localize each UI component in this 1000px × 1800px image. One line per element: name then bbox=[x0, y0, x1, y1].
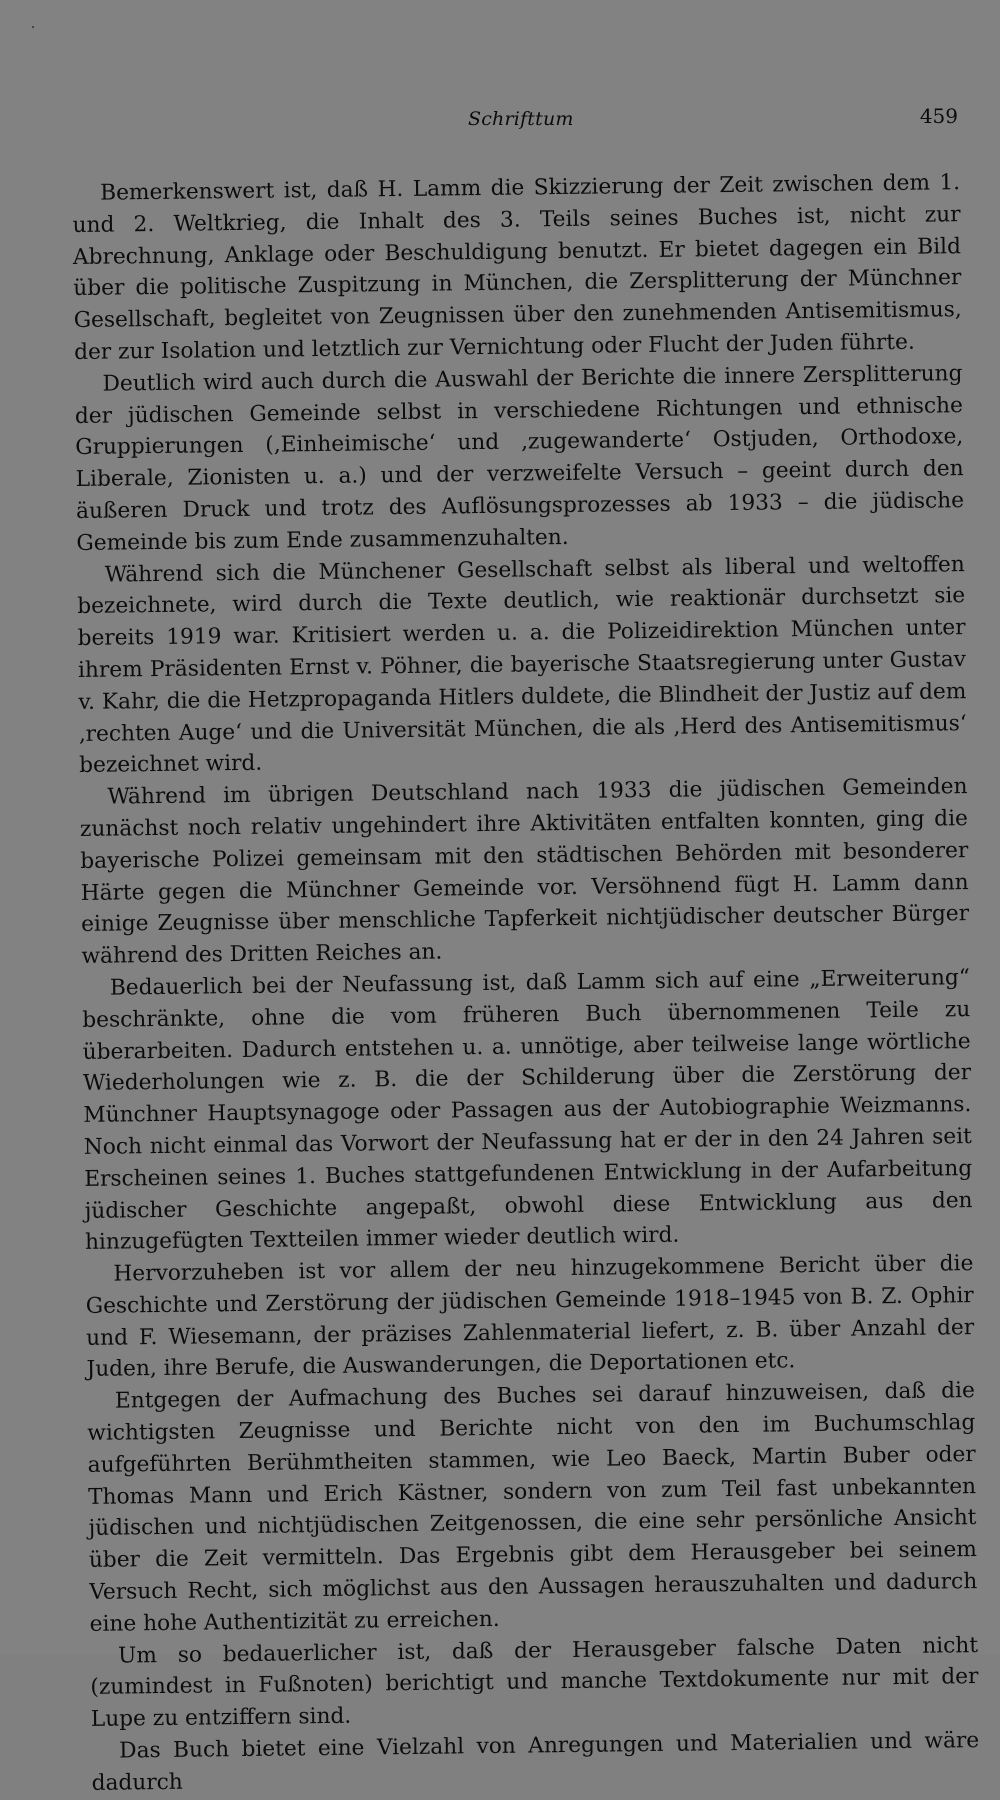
paragraph: Während sich die Münchener Gesellschaft selbst als liberal und weltoffen bezeichnete, wird durch die Texte deutlich, wie reaktionär durchsetzt sie bereits 1919 war. Kritisiert werden u. a. die Polizeidirektion München unter ihrem Präsidenten Ernst v. Pöhner, die bayerische Staatsregierung unter Gustav v. Kahr, die die Hetzpropaganda Hitlers duldete, die Blindheit der Justiz auf dem ‚rechten Auge‘ und die Universität München, die als ‚Herd des Antisemitismus‘ bezeichnet wird. bbox=[77, 551, 967, 779]
paragraph: Hervorzuheben ist vor allem der neu hinzugekommene Bericht über die Geschichte und Zerstörung der jüdischen Gemeinde 1918–1945 von B. Z. Ophir und F. Wiesemann, der präzises Zahlenmaterial liefert, z. B. über Anzahl der Juden, ihre Berufe, die Auswanderungen, die Deportationen etc. bbox=[85, 1251, 975, 1383]
paragraph: Um so bedauerlicher ist, daß der Herausgeber falsche Daten nicht (zumindest in Fußnoten) berichtigt und manche Textdokumente nur mit der Lupe zu entziffern sind. bbox=[90, 1632, 979, 1733]
paragraph: Deutlich wird auch durch die Auswahl der Berichte die innere Zersplitterung der jüdischen Gemeinde selbst in verschiedene Richtungen und ethnische Gruppierungen (‚Einheimische‘ und ‚zugewanderte‘ Ostjuden, Orthodoxe, Liberale, Zionisten u. a.) und der verzweifelte Versuch – geeint durch den äußeren Druck und trotz des Auflösungsprozesses ab 1933 – die jüdische Gemeinde bis zum Ende zusammenzuhalten. bbox=[74, 360, 965, 556]
paragraph: Entgegen der Aufmachung des Buches sei darauf hinzuweisen, daß die wichtigsten Zeugnisse und Berichte nicht von den im Buchumschlag aufgeführten Berühmtheiten stammen, wie Leo Baeck, Martin Buber oder Thomas Mann und Erich Kästner, sondern von zum Teil fast unbekannten jüdischen und nichtjüdischen Zeitgenossen, die eine sehr persönliche Ansicht über die Zeit vermitteln. Das Ergebnis gibt dem Herausgeber bei seinem Versuch Recht, sich möglichst aus den Aussagen herauszuhalten und dadurch eine hohe Authentizität zu erreichen. bbox=[87, 1378, 978, 1637]
body-text bbox=[72, 167, 980, 1799]
running-head bbox=[0, 104, 1000, 138]
running-title: Schrifttum bbox=[468, 108, 574, 130]
margin-speck bbox=[32, 26, 34, 28]
paragraph: Während im übrigen Deutschland nach 1933 die jüdischen Gemeinden zunächst noch relativ ungehindert ihre Aktivitäten entfalten konnten, ging die bayerische Polizei gemeinsam mit den städtischen Behörden mit besonderer Härte gegen die Münchner Gemeinde vor. Versöhnend fügt H. Lamm dann einige Zeugnisse über menschliche Tapferkeit nichtjüdischer deutscher Bürger während des Dritten Reiches an. bbox=[79, 774, 970, 970]
paragraph: Bemerkenswert ist, daß H. Lamm die Skizzierung der Zeit zwischen dem 1. und 2. Weltkrieg, die Inhalt des 3. Teils seines Buches ist, nicht zur Abrechnung, Anklage oder Beschuldigung benutzt. Er bietet dagegen ein Bild über die politische Zuspitzung in München, die Zersplitterung der Münchner Gesellschaft, begleitet von Zeugnissen über den zunehmenden Antisemitismus, der zur Isolation und letztlich zur Vernichtung oder Flucht der Juden führte. bbox=[72, 170, 962, 365]
paragraph: Bedauerlich bei der Neufassung ist, daß Lamm sich auf eine „Erweiterung“ beschränkte, ohne die vom früheren Buch übernommenen Teile zu überarbeiten. Dadurch entstehen u. a. unnötige, aber teilweise lange wörtliche Wiederholungen wie z. B. die der Schilderung über die Zerstörung der Münchner Hauptsynagoge oder Passagen aus der Autobiographie Weizmanns. Noch nicht einmal das Vorwort der Neufassung hat er der in den 24 Jahren seit Erscheinen seines 1. Buches stattgefundenen Entwicklung in der Aufarbeitung jüdischer Geschichte angepaßt, obwohl diese Entwicklung aus den hinzugefügten Textteilen immer wieder deutlich wird. bbox=[82, 965, 973, 1256]
page-number: 459 bbox=[919, 104, 958, 128]
paragraph: Das Buch bietet eine Vielzahl von Anregungen und Materialien und wäre dadurch bbox=[91, 1728, 980, 1796]
